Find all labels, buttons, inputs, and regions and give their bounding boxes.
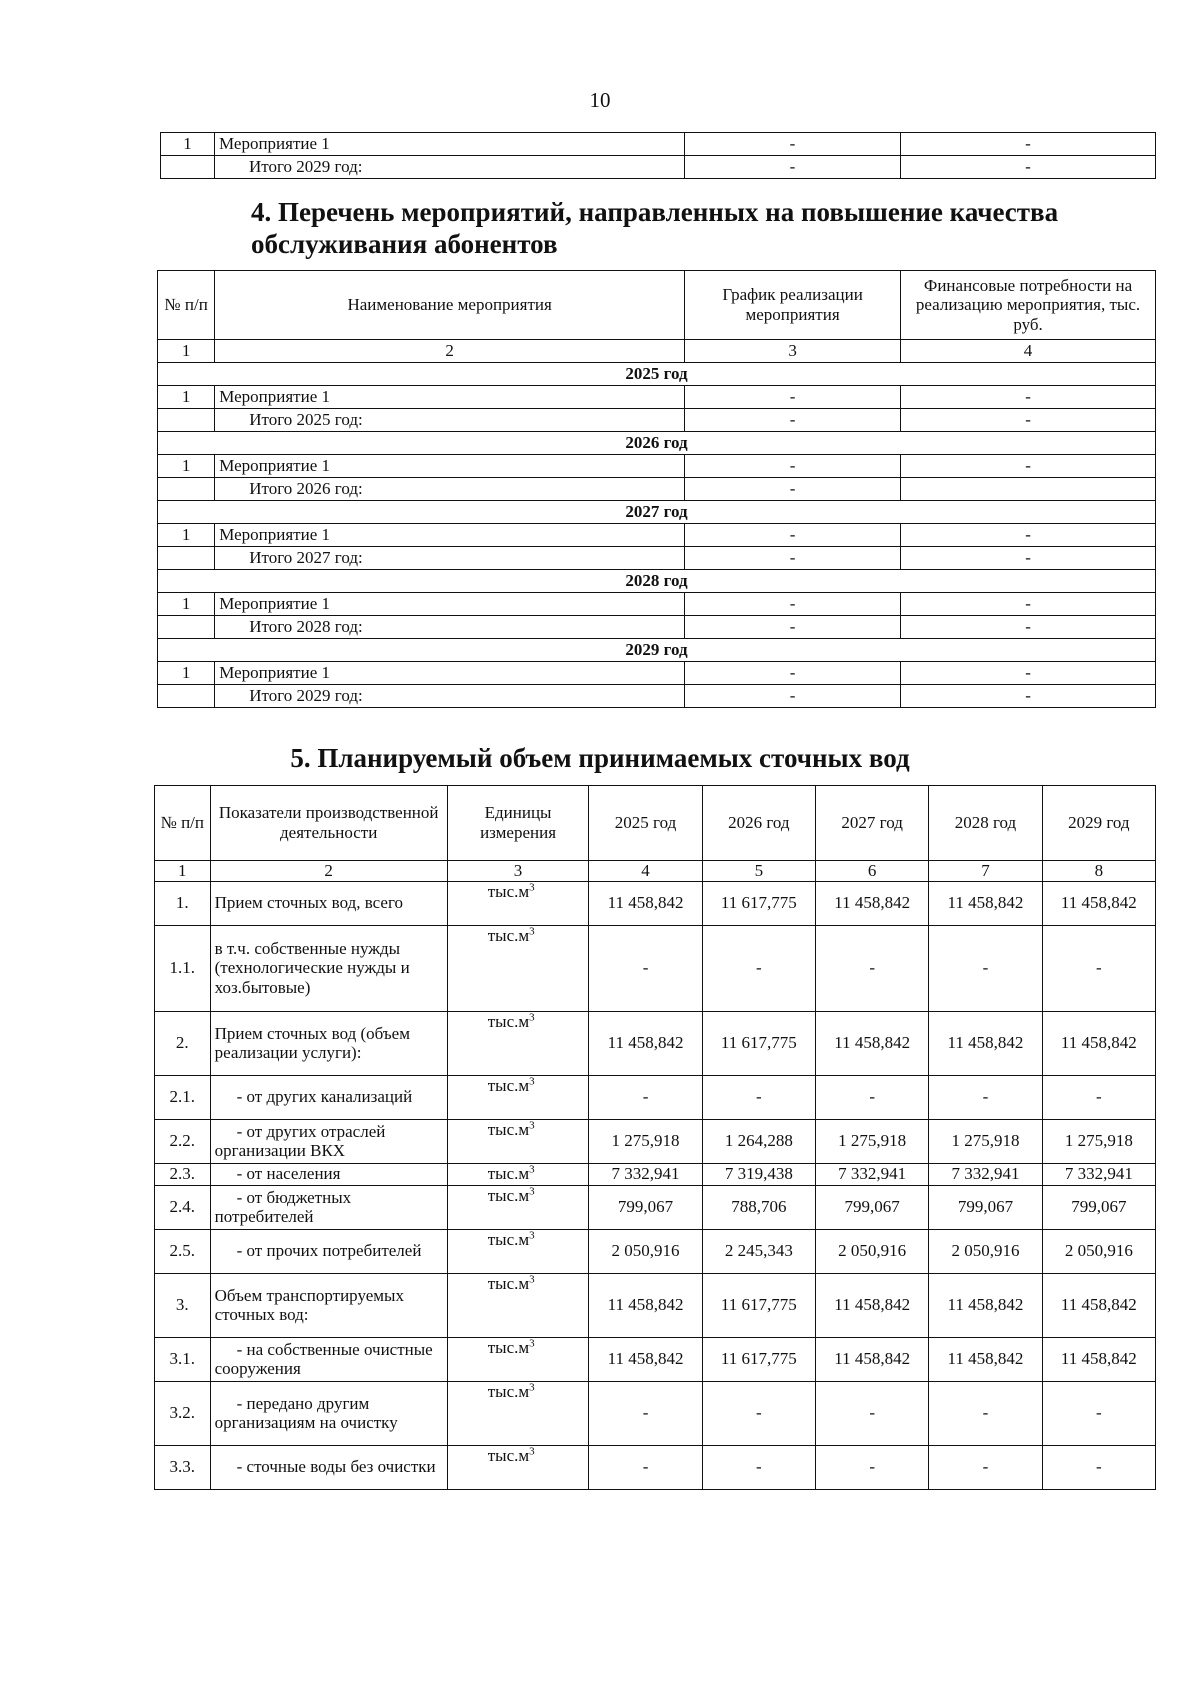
row-indicator: - от других канализаций [210,1075,447,1119]
row-num: 1.1. [155,925,211,1011]
row-schedule: - [685,547,901,570]
row-value: 11 458,842 [929,1273,1042,1337]
unit-base: тыс.м [487,1185,530,1205]
row-unit [447,1337,589,1381]
row-total-label: Итого 2028 год: [215,616,685,639]
row-schedule: - [684,156,900,179]
year-row [158,570,1156,593]
row-value: 11 617,775 [702,881,815,925]
row-value: 11 458,842 [589,1273,702,1337]
table-row [155,1075,1156,1119]
row-value: 7 319,438 [702,1163,815,1185]
row-value: - [816,1445,929,1489]
row-schedule: - [685,478,901,501]
row-unit [447,1185,589,1229]
row-num: 1 [161,133,215,156]
row-value: 11 458,842 [929,1011,1042,1075]
row-indicator: - от бюджетных потребителей [210,1185,447,1229]
row-value: 11 458,842 [929,881,1042,925]
row-value: 11 458,842 [1042,1011,1155,1075]
row-unit [447,1119,589,1163]
row-value: - [929,1445,1042,1489]
row-finance [901,478,1156,501]
table-row [155,1119,1156,1163]
row-value: - [589,1075,702,1119]
year-label: 2027 год [158,501,1156,524]
row-finance: - [901,524,1156,547]
row-value: 11 458,842 [589,1011,702,1075]
col-number: 5 [702,861,815,882]
unit-exponent: 3 [529,1074,535,1087]
table-row [155,1445,1156,1489]
row-num [158,547,215,570]
row-value: 11 458,842 [929,1337,1042,1381]
total-row [158,616,1156,639]
year-label: 2026 год [158,432,1156,455]
unit-base: тыс.м [487,1229,530,1249]
page-number: 10 [589,88,611,112]
row-indicator: Прием сточных вод, всего [210,881,447,925]
row-schedule: - [685,685,901,708]
unit-exponent: 3 [529,1162,535,1175]
col-number: 1 [158,340,215,363]
header-year: 2028 год [929,786,1042,861]
year-row [158,363,1156,386]
total-row [158,478,1156,501]
row-value: 7 332,941 [589,1163,702,1185]
col-number: 2 [215,340,685,363]
row-value: - [702,1445,815,1489]
row-value: 11 458,842 [1042,881,1155,925]
col-number: 3 [447,861,589,882]
table-row [155,1011,1156,1075]
row-name: Мероприятие 1 [215,662,685,685]
row-num: 1 [158,386,215,409]
row-value: - [702,925,815,1011]
unit-exponent: 3 [529,1184,535,1197]
row-value: 1 275,918 [929,1119,1042,1163]
header-finance: Финансовые потребности на реализацию мероприятия, тыс. руб. [901,271,1156,340]
unit-base: тыс.м [487,925,530,945]
row-value: 11 458,842 [1042,1337,1155,1381]
row-name: Мероприятие 1 [215,133,685,156]
row-num: 2. [155,1011,211,1075]
total-row [158,685,1156,708]
unit-base: тыс.м [487,881,530,901]
row-unit [447,1011,589,1075]
row-num: 3.3. [155,1445,211,1489]
unit-exponent: 3 [529,1336,535,1349]
header-year: 2026 год [702,786,815,861]
unit-exponent: 3 [529,1272,535,1285]
unit-base: тыс.м [487,1337,530,1357]
row-num [158,616,215,639]
row-value: - [1042,925,1155,1011]
table-row [158,524,1156,547]
row-indicator: - передано другим организациям на очистку [210,1381,447,1445]
table-row [161,133,1156,156]
row-num [158,685,215,708]
row-num [158,478,215,501]
row-value: 11 458,842 [816,1337,929,1381]
row-total-label: Итого 2025 год: [215,409,685,432]
row-schedule: - [685,409,901,432]
row-num: 2.2. [155,1119,211,1163]
row-value: 799,067 [589,1185,702,1229]
row-value: - [589,1445,702,1489]
table-row [155,1163,1156,1185]
row-indicator: - от других отраслей организации ВКХ [210,1119,447,1163]
row-finance: - [901,616,1156,639]
row-value: - [702,1381,815,1445]
row-num: 3. [155,1273,211,1337]
header-schedule: График реализации мероприятия [685,271,901,340]
unit-base: тыс.м [487,1445,530,1465]
unit-base: тыс.м [487,1011,530,1031]
section5-title: 5. Планируемый объем принимаемых сточных вод [290,743,910,773]
row-value: - [1042,1381,1155,1445]
header-unit: Единицы измерения [447,786,589,861]
row-total-label: Итого 2027 год: [215,547,685,570]
row-value: 11 458,842 [589,881,702,925]
row-schedule: - [684,133,900,156]
header-year: 2027 год [816,786,929,861]
row-value: 7 332,941 [929,1163,1042,1185]
section4-table [157,270,1156,708]
row-unit [447,1381,589,1445]
year-label: 2028 год [158,570,1156,593]
table-row [158,662,1156,685]
unit-base: тыс.м [487,1119,530,1139]
row-value: 1 264,288 [702,1119,815,1163]
col-number: 2 [210,861,447,882]
row-unit [447,1163,589,1185]
year-label: 2029 год [158,639,1156,662]
row-name: Мероприятие 1 [215,593,685,616]
col-number: 1 [155,861,211,882]
row-finance: - [901,547,1156,570]
table-header-row [158,271,1156,340]
row-value: - [929,1075,1042,1119]
row-finance: - [901,156,1156,179]
row-schedule: - [685,662,901,685]
row-value: 11 617,775 [702,1337,815,1381]
row-num: 2.4. [155,1185,211,1229]
section4-title: 4. Перечень мероприятий, направленных на повышение качества обслуживания абонентов [251,197,1059,260]
year-row [158,501,1156,524]
row-value: - [929,1381,1042,1445]
col-number: 4 [901,340,1156,363]
unit-base: тыс.м [487,1273,530,1293]
column-numbers-row [155,861,1156,882]
table-row [155,925,1156,1011]
row-num: 1 [158,524,215,547]
row-indicator: в т.ч. собственные нужды (технологические нужды и хоз.бытовые) [210,925,447,1011]
row-value: - [816,925,929,1011]
row-name: Мероприятие 1 [215,524,685,547]
row-value: - [702,1075,815,1119]
row-schedule: - [685,616,901,639]
row-value: 1 275,918 [816,1119,929,1163]
unit-exponent: 3 [529,1444,535,1457]
row-value: 788,706 [702,1185,815,1229]
row-unit [447,1445,589,1489]
row-total-label: Итого 2029 год: [215,156,685,179]
table-row [155,1381,1156,1445]
row-value: 799,067 [1042,1185,1155,1229]
row-num: 3.2. [155,1381,211,1445]
row-num: 1. [155,881,211,925]
table-row [158,593,1156,616]
row-unit [447,1229,589,1273]
year-row [158,432,1156,455]
row-value: 2 050,916 [929,1229,1042,1273]
col-number: 6 [816,861,929,882]
row-finance: - [901,386,1156,409]
row-value: 2 050,916 [816,1229,929,1273]
row-schedule: - [685,593,901,616]
row-finance: - [901,685,1156,708]
column-numbers-row [158,340,1156,363]
unit-base: тыс.м [487,1163,530,1183]
row-finance: - [901,662,1156,685]
row-value: 2 050,916 [589,1229,702,1273]
row-value: 11 458,842 [589,1337,702,1381]
row-value: 2 050,916 [1042,1229,1155,1273]
row-value: 799,067 [816,1185,929,1229]
table-row [155,1185,1156,1229]
col-number: 3 [685,340,901,363]
row-value: - [589,1381,702,1445]
total-row [158,409,1156,432]
row-value: 11 458,842 [816,1273,929,1337]
row-finance: - [901,455,1156,478]
header-num: № п/п [155,786,211,861]
row-num: 1 [158,593,215,616]
row-total-label: Итого 2029 год: [215,685,685,708]
row-unit [447,1273,589,1337]
row-value: - [1042,1075,1155,1119]
row-num: 1 [158,662,215,685]
unit-exponent: 3 [529,880,535,893]
header-year: 2025 год [589,786,702,861]
row-finance: - [901,409,1156,432]
row-value: 11 458,842 [816,1011,929,1075]
header-indicator: Показатели производственной деятельности [210,786,447,861]
unit-exponent: 3 [529,1380,535,1393]
total-row [158,547,1156,570]
col-number: 4 [589,861,702,882]
section5-table [154,785,1156,1490]
row-indicator: - сточные воды без очистки [210,1445,447,1489]
row-value: - [1042,1445,1155,1489]
row-value: 11 458,842 [1042,1273,1155,1337]
row-num [161,156,215,179]
row-unit [447,881,589,925]
row-total-label: Итого 2026 год: [215,478,685,501]
row-value: 7 332,941 [816,1163,929,1185]
row-value: 799,067 [929,1185,1042,1229]
row-unit [447,1075,589,1119]
table-row [158,455,1156,478]
unit-base: тыс.м [487,1075,530,1095]
row-value: 11 617,775 [702,1011,815,1075]
col-number: 8 [1042,861,1155,882]
unit-exponent: 3 [529,1118,535,1131]
row-value: 11 458,842 [816,881,929,925]
row-value: 1 275,918 [589,1119,702,1163]
year-label: 2025 год [158,363,1156,386]
table-row [158,386,1156,409]
header-name: Наименование мероприятия [215,271,685,340]
year-row [158,639,1156,662]
row-indicator: Прием сточных вод (объем реализации услуги): [210,1011,447,1075]
unit-exponent: 3 [529,1010,535,1023]
row-value: - [929,925,1042,1011]
row-name: Мероприятие 1 [215,455,685,478]
continuation-table [160,132,1156,179]
row-indicator: - от населения [210,1163,447,1185]
row-value: 7 332,941 [1042,1163,1155,1185]
row-finance: - [901,593,1156,616]
row-indicator: - на собственные очистные сооружения [210,1337,447,1381]
row-value: - [589,925,702,1011]
table-header-row [155,786,1156,861]
header-year: 2029 год [1042,786,1155,861]
row-num: 2.3. [155,1163,211,1185]
row-num: 2.1. [155,1075,211,1119]
row-schedule: - [685,524,901,547]
header-num: № п/п [158,271,215,340]
table-row [161,156,1156,179]
row-schedule: - [685,455,901,478]
unit-base: тыс.м [487,1381,530,1401]
row-indicator: - от прочих потребителей [210,1229,447,1273]
row-schedule: - [685,386,901,409]
row-num: 3.1. [155,1337,211,1381]
unit-exponent: 3 [529,924,535,937]
table-row [155,1229,1156,1273]
row-num [158,409,215,432]
row-value: 11 617,775 [702,1273,815,1337]
row-name: Мероприятие 1 [215,386,685,409]
table-row [155,1337,1156,1381]
col-number: 7 [929,861,1042,882]
row-value: - [816,1075,929,1119]
row-num: 2.5. [155,1229,211,1273]
unit-exponent: 3 [529,1228,535,1241]
row-value: 2 245,343 [702,1229,815,1273]
table-row [155,881,1156,925]
row-value: - [816,1381,929,1445]
row-num: 1 [158,455,215,478]
row-finance: - [901,133,1156,156]
row-value: 1 275,918 [1042,1119,1155,1163]
table-row [155,1273,1156,1337]
row-unit [447,925,589,1011]
row-indicator: Объем транспортируемых сточных вод: [210,1273,447,1337]
